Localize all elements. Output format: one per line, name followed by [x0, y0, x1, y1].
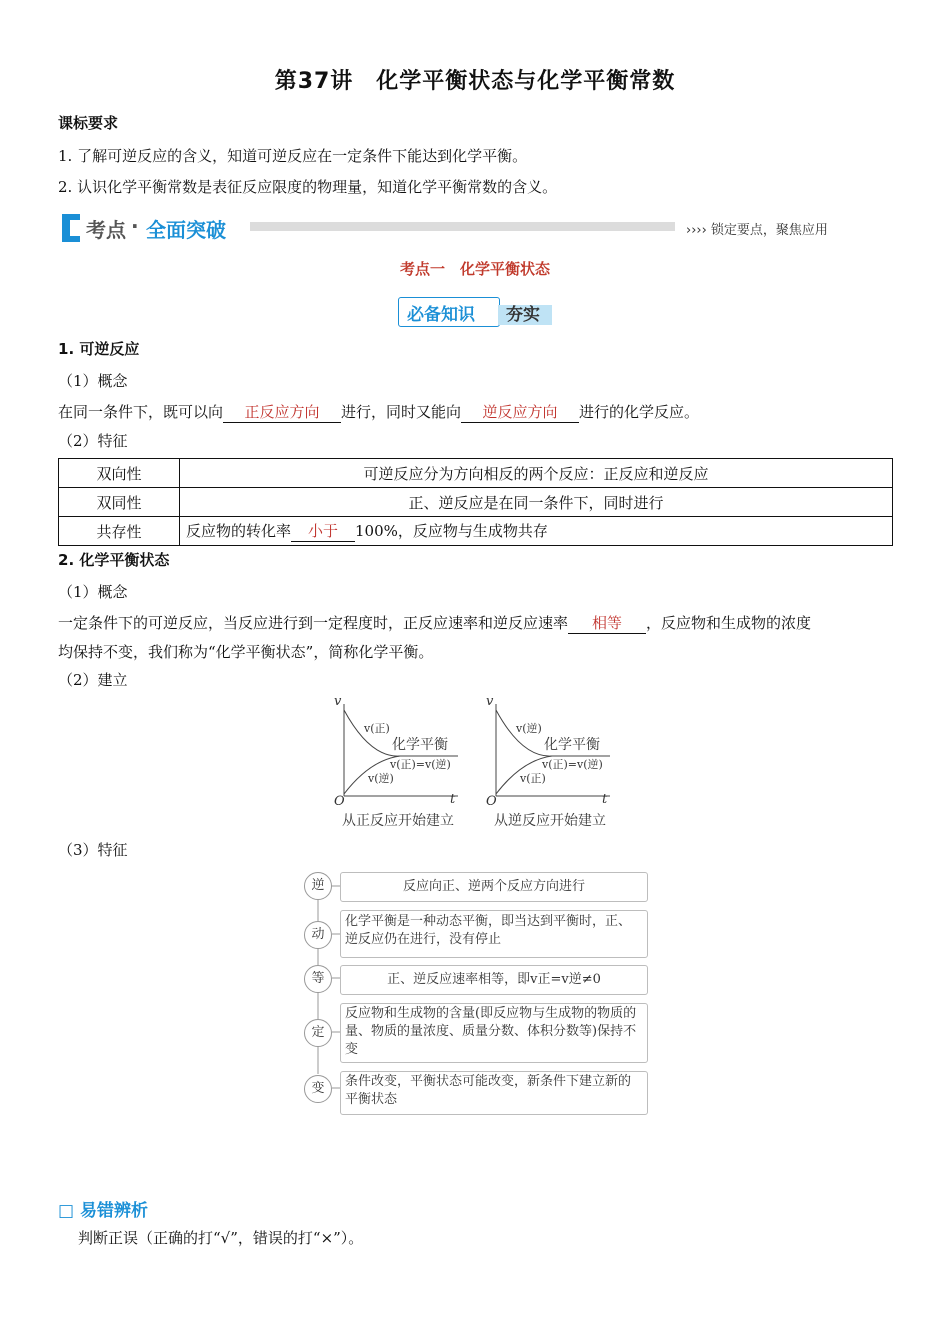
feature-char: 动: [304, 921, 332, 949]
feature-box: 化学平衡是一种动态平衡，即当达到平衡时，正、逆反应仍在进行，没有停止: [340, 910, 648, 958]
part2-concept-label: （1）概念: [58, 583, 128, 601]
banner-tagline: ›››› 锁定要点，聚焦应用: [686, 223, 828, 238]
page-title: 第37讲 化学平衡状态与化学平衡常数: [274, 69, 676, 94]
part2-concept-text-line2: 均保持不变，我们称为“化学平衡状态”，简称化学平衡。: [58, 643, 434, 661]
feature-flow: [300, 870, 652, 1118]
banner-badge-b: 全面突破: [146, 218, 226, 242]
requirement-item: 1. 了解可逆反应的含义，知道可逆反应在一定条件下能达到化学平衡。: [58, 147, 528, 165]
feature-box: 反应向正、逆两个反应方向进行: [340, 872, 648, 902]
rate-graph-forward: v t O v(正) v(逆) 化学平衡 v(正)=v(逆) 从正反应开始建立: [330, 698, 475, 830]
mistakes-heading: □ 易错辨析: [58, 1201, 148, 1221]
feature-char: 等: [304, 965, 332, 993]
knowledge-badge-b: 夯实: [506, 305, 540, 325]
section-title: 考点一 化学平衡状态: [399, 260, 550, 278]
knowledge-badge: [398, 297, 554, 327]
feature-char: 变: [304, 1075, 332, 1103]
part2-concept-text: 一定条件下的可逆反应，当反应进行到一定程度时，正反应速率和逆反应速率 相等 ，反应物和生成物的浓度: [58, 614, 812, 632]
feature-char: 逆: [304, 872, 332, 900]
table-cell-value: 反应物的转化率 小于 100%，反应物与生成物共存: [180, 517, 893, 546]
section-banner: [58, 210, 248, 246]
part2-build-label: （2）建立: [58, 671, 128, 689]
answer-blank: 相等: [568, 612, 646, 634]
feature-box: 条件改变，平衡状态可能改变，新条件下建立新的平衡状态: [340, 1071, 648, 1115]
table-row: [59, 488, 893, 517]
table-cell-key: 双向性: [59, 459, 180, 488]
table-row: [59, 459, 893, 488]
part1-heading: 1. 可逆反应: [58, 340, 140, 358]
mistakes-instruction: 判断正误（正确的打“√”，错误的打“×”）。: [78, 1229, 364, 1247]
table-cell-value: 正、逆反应是在同一条件下，同时进行: [180, 488, 893, 517]
requirement-item: 2. 认识化学平衡常数是表征反应限度的物理量，知道化学平衡常数的含义。: [58, 178, 558, 196]
table-cell-key: 共存性: [59, 517, 180, 546]
table-row: [59, 517, 893, 546]
part1-feature-label: （2）特征: [58, 432, 128, 450]
answer-blank: 小于: [291, 520, 355, 542]
knowledge-badge-a: 必备知识: [407, 305, 475, 325]
feature-box: 反应物和生成物的含量(即反应物与生成物的物质的量、物质的量浓度、质量分数、体积分数等)保持不变: [340, 1003, 648, 1063]
answer-blank: 逆反应方向: [461, 401, 579, 423]
rate-graph-reverse: v t O v(逆) v(正) 化学平衡 v(正)=v(逆) 从逆反应开始建立: [482, 698, 627, 830]
banner-badge-a: 考点: [86, 218, 126, 242]
part1-concept-text: 在同一条件下，既可以向 正反应方向 进行，同时又能向 逆反应方向 进行的化学反应。: [58, 403, 700, 421]
requirements-heading: 课标要求: [58, 114, 119, 132]
part1-concept-label: （1）概念: [58, 372, 128, 390]
feature-box: 正、逆反应速率相等，即v正=v逆≠0: [340, 965, 648, 995]
part2-feature-label: （3）特征: [58, 841, 128, 859]
feature-table: [58, 458, 893, 546]
feature-char: 定: [304, 1019, 332, 1047]
banner-dot: ·: [131, 214, 139, 238]
answer-blank: 正反应方向: [223, 401, 341, 423]
table-cell-key: 双同性: [59, 488, 180, 517]
table-cell-value: 可逆反应分为方向相反的两个反应：正反应和逆反应: [180, 459, 893, 488]
banner-divider: [250, 222, 675, 231]
part2-heading: 2. 化学平衡状态: [58, 551, 170, 569]
